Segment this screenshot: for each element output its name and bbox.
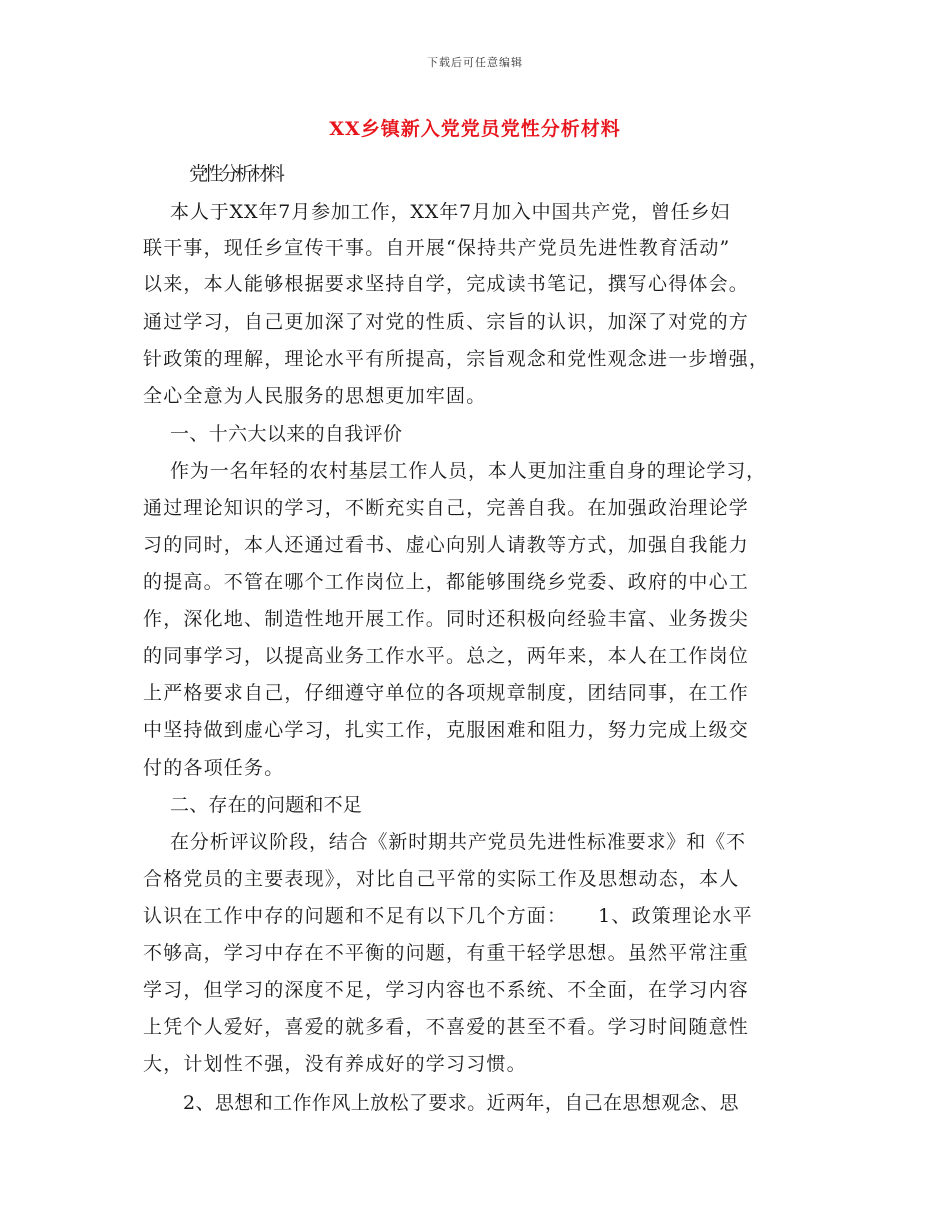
body-line: 针政策的理解，理论水平有所提高，宗旨观念和党性观念进一步增强， [143, 348, 770, 370]
body-line: 通过学习，自己更加深了对党的性质、宗旨的认识，加深了对党的方 [143, 311, 750, 333]
body-line: 中坚持做到虚心学习，扎实工作，克服困难和阻力，努力完成上级交 [143, 719, 750, 741]
body-line: 的同事学习，以提高业务工作水平。总之，两年来，本人在工作岗位 [143, 645, 750, 667]
body-line: 付的各项任务。 [143, 757, 285, 779]
body-line: 2、思想和工作作风上放松了要求。近两年，自己在思想观念、思 [183, 1092, 739, 1114]
section-heading: 一、十六大以来的自我评价 [170, 423, 403, 445]
body-line: 作，深化地、制造性地开展工作。同时还积极向经验丰富、业务拨尖 [143, 608, 750, 630]
body-line: 学习，但学习的深度不足，学习内容也不系统、不全面，在学习内容 [143, 979, 750, 1001]
body-line: 上凭个人爱好，喜爱的就多看，不喜爱的甚至不看。学习时间随意性 [143, 1016, 750, 1038]
body-line: 习的同时，本人还通过看书、虚心向别人请教等方式，加强自我能力 [143, 534, 750, 556]
body-line: 全心全意为人民服务的思想更加牢固。 [143, 385, 487, 407]
body-line: 本人于XX年7月参加工作，XX年7月加入中国共产党，曾任乡妇 [170, 201, 731, 223]
body-line: 合格党员的主要表现》，对比自己平常的实际工作及思想动态，本人 [143, 868, 740, 890]
body-line: 党性分析材料 [189, 163, 282, 185]
body-line: 以来，本人能够根据要求坚持自学，完成读书笔记，撰写心得体会。 [143, 273, 750, 295]
body-line: 联干事，现任乡宣传干事。自开展“保持共产党员先进性教育活动” [143, 237, 731, 259]
body-line: 通过理论知识的学习，不断充实自己，完善自我。在加强政治理论学 [143, 497, 750, 519]
body-line: 的提高。不管在哪个工作岗位上，都能够围绕乡党委、政府的中心工 [143, 571, 750, 593]
body-line: 在分析评议阶段，结合《新时期共产党员先进性标准要求》和《不 [170, 831, 746, 853]
header-note: 下载后可任意编辑 [427, 56, 523, 69]
document-title: XX乡镇新入党党员党性分析材料 [329, 118, 621, 140]
body-line: 大，计划性不强，没有养成好的学习习惯。 [143, 1053, 527, 1075]
body-line: 上严格要求自己，仔细遵守单位的各项规章制度，团结同事，在工作 [143, 682, 750, 704]
section-heading: 二、存在的问题和不足 [170, 794, 363, 816]
body-line: 认识在工作中存的问题和不足有以下几个方面： 1、政策理论水平 [143, 905, 753, 927]
body-line: 不够高，学习中存在不平衡的问题，有重干轻学思想。虽然平常注重 [143, 942, 750, 964]
body-line: 作为一名年轻的农村基层工作人员，本人更加注重自身的理论学习， [170, 460, 767, 482]
